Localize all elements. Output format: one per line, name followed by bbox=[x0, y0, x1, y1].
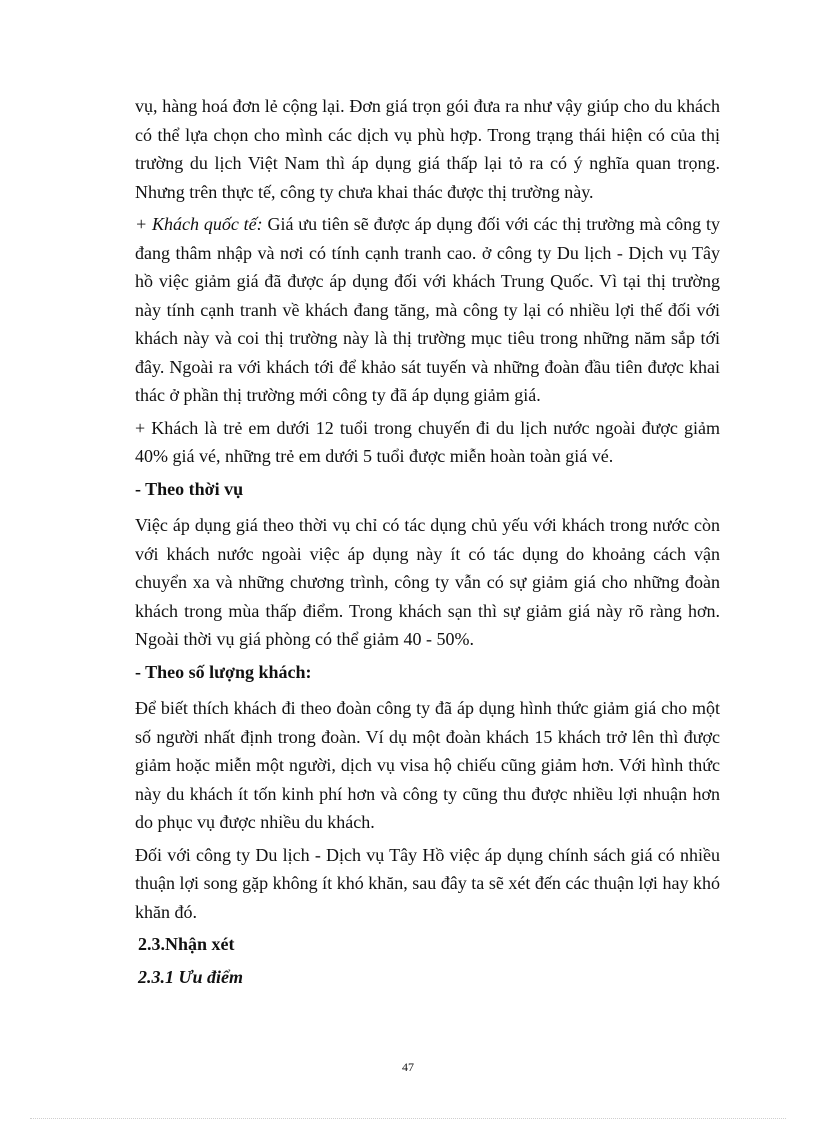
page-number: 47 bbox=[402, 1060, 414, 1074]
paragraph-pricing-policy-summary: Đối với công ty Du lịch - Dịch vụ Tây Hồ việc áp dụng chính sách giá có nhiều thuận lợi song gặp không ít khó khăn, sau đây ta sẽ xét đến các thuận lợi hay khó khăn đó. bbox=[135, 844, 720, 922]
heading-by-guest-count: - Theo số lượng khách: bbox=[135, 661, 312, 682]
paragraph-group-discount: Để biết thích khách đi theo đoàn công ty đã áp dụng hình thức giảm giá cho một số người nhất định trong đoàn. Ví dụ một đoàn khách 15 khách trở lên thì được giảm hoặc miễn một người, dịch vụ visa hộ chiếu cũng giảm hơn. Với hình thức này du khách ít tốn kinh phí hơn và công ty cũng thu được nhiều lợi nhuận hơn do phục vụ được nhiều du khách. bbox=[135, 698, 720, 832]
paragraph-package-price: vụ, hàng hoá đơn lẻ cộng lại. Đơn giá trọn gói đưa ra như vậy giúp cho du khách có thể lựa chọn cho mình các dịch vụ phù hợp. Trong trạng thái hiện có của thị trường du lịch Việt Nam thì áp dụng giá thấp lại tỏ ra có ý nghĩa quan trọng. Nhưng trên thực tế, công ty chưa khai thác được thị trường này. bbox=[135, 96, 720, 202]
section-heading-remarks: 2.3.Nhận xét bbox=[138, 934, 235, 954]
page-body bbox=[135, 92, 720, 991]
page-bottom-divider bbox=[30, 1118, 786, 1119]
international-guests-label: + Khách quốc tế: bbox=[135, 214, 263, 234]
paragraph-international-guests bbox=[135, 210, 720, 410]
international-guests-text: Giá ưu tiên sẽ được áp dụng đối với các thị trường mà công ty đang thâm nhập và nơi có tính cạnh tranh cao. ở công ty Du lịch - Dịch vụ Tây hồ việc giảm giá đã được áp dụng đối với khách Trung Quốc. Vì tại thị trường này tính cạnh tranh về khách đang tăng, mà công ty lại có nhiều lợi thế đối với khách này và coi thị trường này là thị trường mục tiêu trong những năm sắp tới đây. Ngoài ra với khách tới để khảo sát tuyến và những đoàn đầu tiên được khai thác ở phần thị trường mới công ty đã áp dụng giảm giá. bbox=[135, 214, 720, 405]
paragraph-children-discount: + Khách là trẻ em dưới 12 tuổi trong chuyến đi du lịch nước ngoài được giảm 40% giá vé, những trẻ em dưới 5 tuổi được miễn hoàn toàn giá vé. bbox=[135, 417, 720, 466]
paragraph-season-pricing: Việc áp dụng giá theo thời vụ chỉ có tác dụng chủ yếu với khách trong nước còn với khách nước ngoài việc áp dụng này ít có tác dụng do khoảng cách vận chuyển xa và những chương trình, công ty vẫn có sự giảm giá cho những đoàn khách trong mùa thấp điểm. Trong khách sạn thì sự giảm giá này rõ ràng hơn. Ngoài thời vụ giá phòng có thể giảm 40 - 50%. bbox=[135, 515, 720, 649]
subsection-heading-advantages: 2.3.1 Ưu điểm bbox=[138, 966, 243, 987]
heading-by-season: - Theo thời vụ bbox=[135, 478, 244, 499]
